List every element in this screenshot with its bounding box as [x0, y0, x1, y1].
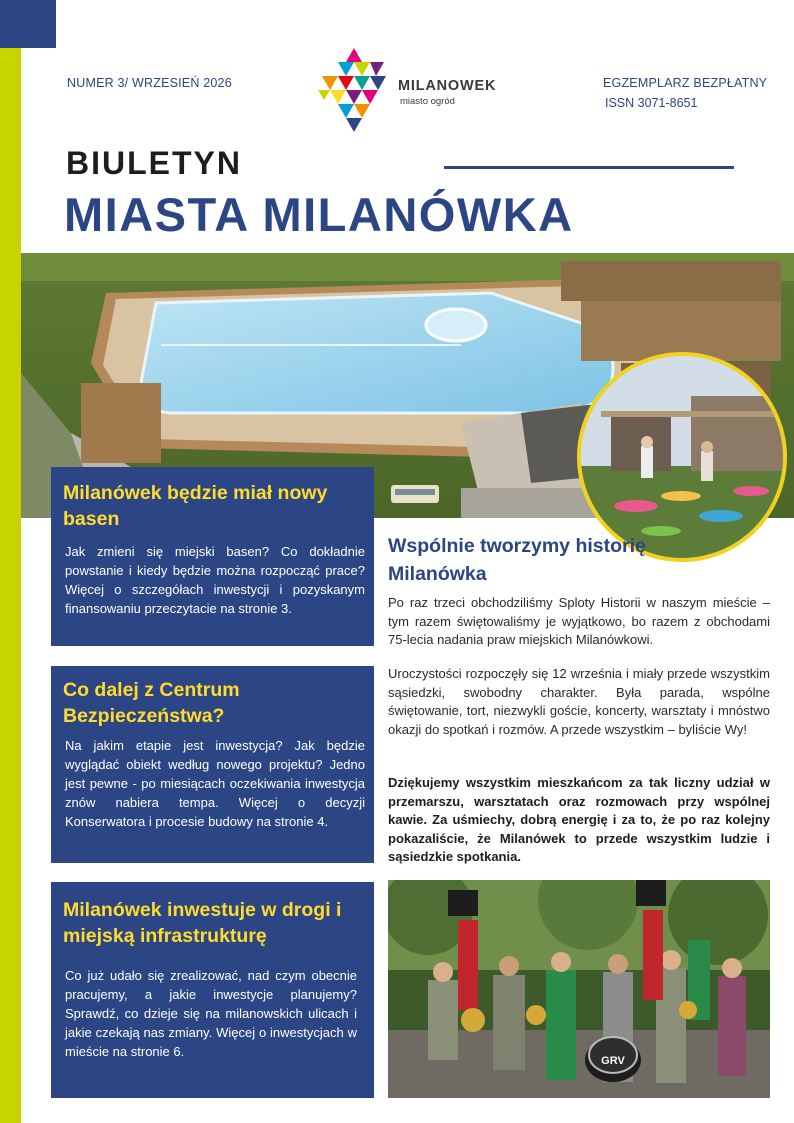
news-box-infrastructure-body: Co już udało się zrealizować, nad czym obecnie pracujemy, a jakie inwestycje planujemy? Sprawdź, co dzieje się na milanowskich ulicach i jakie czekają nas zmiany. Więcej o inwestycjach w mieście na stronie 6. [65, 968, 357, 1059]
lime-side-bar [0, 0, 21, 1123]
news-box-infrastructure [51, 882, 374, 1098]
article-paragraph-2: Uroczystości rozpoczęły się 12 września i miały przede wszystkim sąsiedzki, swobodny charakter. Była parada, wspólne świętowanie, tort, niezwykli goście, koncerty, warsztaty i mnóstwo okazji do spotkań i rozmów. A przede wszystkim – byliście Wy! [388, 666, 770, 737]
article-thanks-paragraph: Dziękujemy wszystkim mieszkańcom za tak liczny udział w przemarszu, warsztatach oraz rozmowach przy wspólnej kawie. Za uśmiechy, dobrą energię i za to, że po raz kolejny pokazaliście, że Milanówek to przede wszystkim ludzie i sąsiedzkie spotkania. [388, 775, 770, 864]
cafe-terrace-photo [577, 352, 787, 562]
news-box-pool-body: Jak zmieni się miejski basen? Co dokładnie powstanie i kiedy będzie można rozpocząć prace? Więcej o szczegółach inwestycji i pozyskanym finansowaniu przeczytacie na stronie 3. [65, 544, 365, 616]
title-rule [444, 166, 734, 169]
issue-info: NUMER 3/ WRZESIEŃ 2026 [67, 76, 232, 90]
parade-photo [388, 880, 770, 1098]
title-line-2: MIASTA MILANÓWKA [64, 188, 574, 241]
issn-label: ISSN 3071-8651 [605, 96, 698, 110]
article-title: Wspólnie tworzymy historię Milanówka [388, 535, 646, 585]
free-copy-label: EGZEMPLARZ BEZPŁATNY [603, 76, 768, 90]
drum-label: GRV [601, 1055, 625, 1067]
title-line-1: BIULETYN [66, 145, 242, 181]
logo-name: MILANOWEK [398, 78, 497, 94]
news-box-security-center [51, 666, 374, 863]
article-paragraph-1: Po raz trzeci obchodziliśmy Sploty Historii w naszym mieście – tym razem świętowaliśmy je wyjątkowo, bo razem z obchodami 75-lecia nadania praw miejskich Milanówkowi. [388, 595, 770, 647]
logo-tagline: miasto ogród [400, 96, 455, 107]
news-box-pool-heading: Milanówek będzie miał nowy basen [63, 482, 328, 530]
news-box-infrastructure-heading: Milanówek inwestuje w drogi i miejską infrastrukturę [63, 899, 342, 947]
navy-corner-square [0, 0, 56, 48]
news-box-pool [51, 467, 374, 646]
news-box-security-center-body: Na jakim etapie jest inwestycja? Jak będzie wyglądać obiekt według nowego projektu? Jedno jest pewne - po miesiącach oczekiwania inwestycja znów nabiera tempa. Więcej o decyzji Konserwatora i procesie budowy na stronie 4. [65, 738, 365, 829]
news-box-security-center-heading: Co dalej z Centrum Bezpieczeństwa? [63, 679, 240, 727]
